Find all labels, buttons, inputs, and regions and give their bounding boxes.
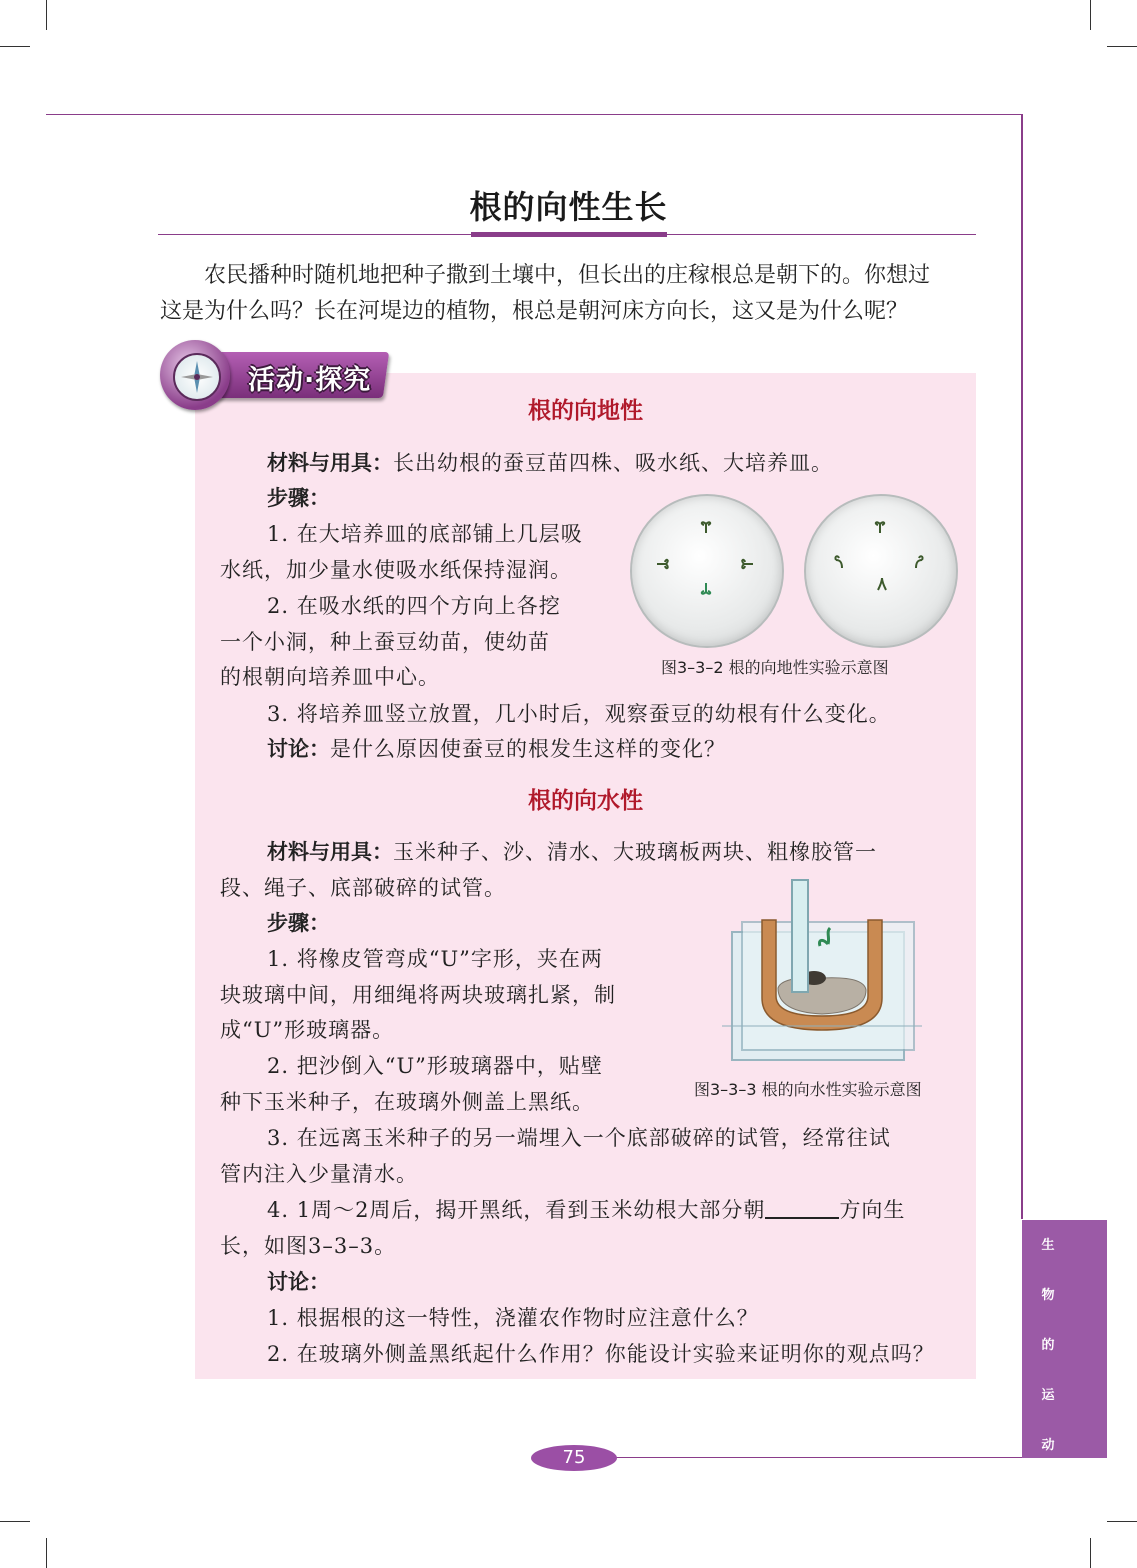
bean-sprout-icon (698, 582, 714, 598)
title-underline-bar (471, 232, 667, 237)
s1-step1-a: 1. 在大培养皿的底部铺上几层吸 (267, 522, 583, 546)
bean-sprout-icon (908, 554, 924, 570)
step4-after: 方向生 (839, 1198, 906, 1222)
badge-label: 活动·探究 (248, 365, 372, 396)
discuss-label: 讨论： (267, 737, 330, 761)
steps-label-1: 步骤： (267, 486, 330, 510)
petri-dish-illustration (630, 494, 784, 648)
petri-dish-illustration (804, 494, 958, 648)
discuss-label-2: 讨论： (267, 1270, 330, 1294)
materials-line-2b: 段、绳子、底部破碎的试管。 (220, 876, 506, 900)
crop-mark (0, 1521, 30, 1522)
crop-mark (46, 1538, 47, 1568)
crop-mark (0, 46, 30, 47)
chapter-side-tab (1022, 1220, 1107, 1458)
page-title: 根的向性生长 (469, 188, 668, 226)
s2-step1-a: 1. 将橡皮管弯成“U”字形，夹在两 (267, 947, 603, 971)
s1-step2-c: 的根朝向培养皿中心。 (220, 665, 440, 689)
side-tab-char: 的 (1041, 1338, 1055, 1353)
crop-mark (1090, 0, 1091, 30)
step4-text: 4. 1周～2周后，揭开黑纸，看到玉米幼根大部分朝 (267, 1198, 766, 1222)
bean-sprout-icon (872, 518, 888, 534)
materials-line-1 (267, 447, 833, 477)
intro-line-2: 这是为什么吗？长在河堤边的植物，根总是朝河床方向长，这又是为什么呢？ (160, 299, 909, 324)
s2-step4-b: 长，如图3–3–3。 (220, 1234, 397, 1258)
bean-sprout-icon (698, 518, 714, 534)
section-title-gravitropism: 根的向地性 (528, 398, 643, 424)
intro-line-1: 农民播种时随机地把种子撒到土壤中，但长出的庄稼根总是朝下的。你想过 (204, 263, 931, 288)
s2-question-1: 1. 根据根的这一特性，浇灌农作物时应注意什么？ (267, 1306, 759, 1330)
crop-mark (1107, 46, 1137, 47)
discuss-text: 是什么原因使蚕豆的根发生这样的变化？ (330, 737, 726, 761)
page-frame-right (1021, 114, 1023, 1219)
section-title-hydrotropism: 根的向水性 (528, 788, 643, 814)
u-tube-apparatus-illustration (722, 878, 922, 1068)
s2-step4-a (267, 1194, 905, 1224)
s1-step2-a: 2. 在吸水纸的四个方向上各挖 (267, 594, 561, 618)
bean-sprout-icon (738, 556, 754, 572)
bean-sprout-icon (874, 576, 890, 592)
s2-step2-b: 种下玉米种子，在玻璃外侧盖上黑纸。 (220, 1090, 594, 1114)
s2-step1-b: 块玻璃中间，用细绳将两块玻璃扎紧，制 (220, 983, 616, 1007)
page-frame-top (46, 114, 1023, 115)
side-tab-char: 运 (1041, 1388, 1055, 1403)
steps-label-2: 步骤： (267, 911, 330, 935)
page-number: 75 (531, 1445, 617, 1471)
s2-step2-a: 2. 把沙倒入“U”形玻璃器中，贴壁 (267, 1054, 603, 1078)
s2-step3-a: 3. 在远离玉米种子的另一端埋入一个底部破碎的试管，经常往试 (267, 1126, 891, 1150)
materials-text: 玉米种子、沙、清水、大玻璃板两块、粗橡胶管一 (393, 840, 877, 864)
bean-sprout-icon (656, 556, 672, 572)
crop-mark (1090, 1538, 1091, 1568)
materials-text: 长出幼根的蚕豆苗四株、吸水纸、大培养皿。 (393, 451, 833, 475)
figure-caption-3-3-3: 图3–3–3 根的向水性实验示意图 (694, 1080, 922, 1099)
footer-rule (604, 1457, 1022, 1458)
side-tab-char: 生 (1041, 1238, 1055, 1253)
materials-line-2a (267, 836, 877, 866)
materials-label: 材料与用具： (267, 840, 393, 864)
s2-question-2: 2. 在玻璃外侧盖黑纸起什么作用？你能设计实验来证明你的观点吗？ (267, 1342, 935, 1366)
side-tab-char: 动 (1041, 1438, 1055, 1453)
crop-mark (1107, 1521, 1137, 1522)
s1-step3: 3. 将培养皿竖立放置，几小时后，观察蚕豆的幼根有什么变化。 (267, 702, 891, 726)
figure-caption-3-3-2: 图3–3–2 根的向地性实验示意图 (661, 658, 889, 677)
s2-step1-c: 成“U”形玻璃器。 (220, 1018, 395, 1042)
s2-step3-b: 管内注入少量清水。 (220, 1162, 418, 1186)
s1-step1-b: 水纸，加少量水使吸水纸保持湿润。 (220, 558, 572, 582)
materials-label: 材料与用具： (267, 451, 393, 475)
s1-step2-b: 一个小洞，种上蚕豆幼苗，使幼苗 (220, 630, 550, 654)
intro-paragraph (160, 258, 980, 330)
bean-sprout-icon (834, 554, 850, 570)
side-tab-char: 物 (1041, 1288, 1055, 1303)
crop-mark (46, 0, 47, 30)
answer-blank[interactable] (765, 1197, 839, 1219)
s1-discussion (267, 733, 726, 763)
